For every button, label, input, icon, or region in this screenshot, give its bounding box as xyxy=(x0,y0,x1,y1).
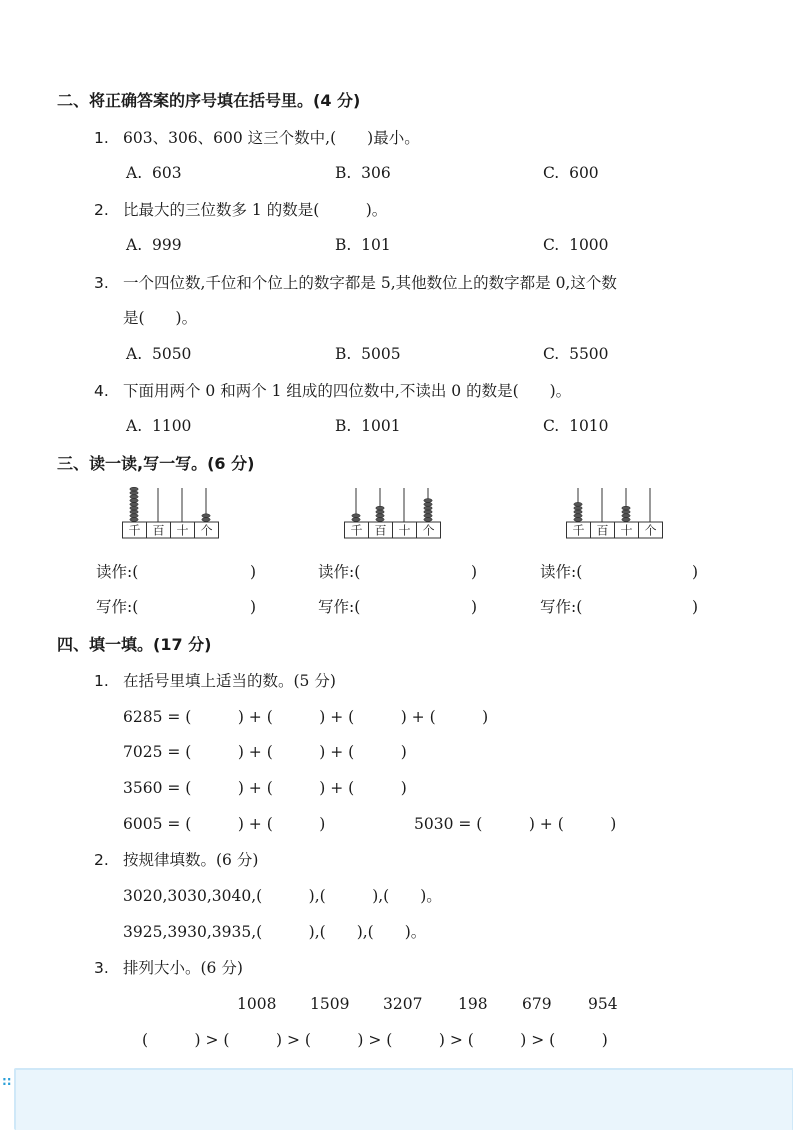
question-number: 1. xyxy=(94,129,109,147)
place-label: 百 xyxy=(152,523,165,538)
question-text-continued: 是( )。 xyxy=(123,309,198,327)
sequence-line: 3925,3930,3935,( ),( ),( )。 xyxy=(123,923,427,941)
abacus-bead xyxy=(622,514,630,518)
option-b: B. 101 xyxy=(335,236,391,254)
question-number: 2. xyxy=(94,201,109,219)
close-paren: ) xyxy=(692,563,699,581)
abacus-bead xyxy=(574,518,582,522)
abacus-bead xyxy=(574,510,582,514)
abacus-drawing xyxy=(122,482,222,540)
abacus-drawing xyxy=(566,482,666,540)
place-label: 千 xyxy=(128,523,141,538)
question-number: 2. xyxy=(94,851,109,869)
option-c: C. 5500 xyxy=(543,345,609,363)
option-b: B. 306 xyxy=(335,164,391,182)
question-number: 3. xyxy=(94,274,109,292)
place-label: 千 xyxy=(572,523,585,538)
question-text: 603、306、600 这三个数中,( )最小。 xyxy=(123,129,420,147)
close-paren: ) xyxy=(692,598,699,616)
footer-dots: :: xyxy=(2,1074,12,1088)
abacus-bead xyxy=(424,510,432,514)
abacus-bead xyxy=(130,502,138,506)
abacus-bead xyxy=(424,499,432,503)
abacus-bead xyxy=(130,487,138,491)
section2-heading: 二、将正确答案的序号填在括号里。(4 分) xyxy=(57,91,361,110)
question-title: 排列大小。(6 分) xyxy=(123,959,243,977)
abacus-bead xyxy=(352,518,360,522)
order-line: ( ) > ( ) > ( ) > ( ) > ( ) > ( ) xyxy=(142,1031,608,1049)
equation-line: 5030 = ( ) + ( ) xyxy=(414,815,617,833)
abacus-bead xyxy=(130,491,138,495)
option-b: B. 1001 xyxy=(335,417,401,435)
abacus-bead xyxy=(130,518,138,522)
place-label: 十 xyxy=(620,523,633,538)
read-label: 读作:( xyxy=(540,563,583,581)
abacus-bead xyxy=(574,506,582,510)
abacus-bead xyxy=(130,506,138,510)
read-label: 读作:( xyxy=(96,563,139,581)
abacus-bead xyxy=(202,518,210,522)
abacus xyxy=(344,482,444,540)
abacus-bead xyxy=(574,514,582,518)
write-label: 写作:( xyxy=(96,598,139,616)
abacus-bead xyxy=(622,506,630,510)
abacus-bead xyxy=(424,518,432,522)
option-a: A. 999 xyxy=(126,236,182,254)
question-title: 按规律填数。(6 分) xyxy=(123,851,259,869)
abacus-drawing xyxy=(344,482,444,540)
abacus-bead xyxy=(424,502,432,506)
place-label: 百 xyxy=(596,523,609,538)
question-number: 3. xyxy=(94,959,109,977)
abacus-bead xyxy=(202,514,210,518)
close-paren: ) xyxy=(250,563,257,581)
section4-heading: 四、填一填。(17 分) xyxy=(57,635,212,654)
option-c: C. 1000 xyxy=(543,236,609,254)
abacus-bead xyxy=(130,495,138,499)
equation-line: 3560 = ( ) + ( ) + ( ) xyxy=(123,779,407,797)
number-item: 1008 xyxy=(237,995,277,1013)
abacus-bead xyxy=(352,514,360,518)
sequence-line: 3020,3030,3040,( ),( ),( )。 xyxy=(123,887,442,905)
option-b: B. 5005 xyxy=(335,345,401,363)
abacus-bead xyxy=(130,510,138,514)
question-title: 在括号里填上适当的数。(5 分) xyxy=(123,672,336,690)
read-label: 读作:( xyxy=(318,563,361,581)
equation-line: 6005 = ( ) + ( ) xyxy=(123,815,326,833)
place-label: 个 xyxy=(644,523,657,538)
number-item: 198 xyxy=(458,995,488,1013)
place-label: 千 xyxy=(350,523,363,538)
write-label: 写作:( xyxy=(318,598,361,616)
place-label: 十 xyxy=(398,523,411,538)
abacus-bead xyxy=(574,502,582,506)
number-item: 954 xyxy=(588,995,618,1013)
section3-heading: 三、读一读,写一写。(6 分) xyxy=(57,454,255,473)
close-paren: ) xyxy=(471,563,478,581)
abacus-bead xyxy=(376,514,384,518)
place-label: 个 xyxy=(200,523,213,538)
equation-line: 7025 = ( ) + ( ) + ( ) xyxy=(123,743,407,761)
place-label: 个 xyxy=(422,523,435,538)
place-label: 百 xyxy=(374,523,387,538)
question-number: 1. xyxy=(94,672,109,690)
question-number: 4. xyxy=(94,382,109,400)
close-paren: ) xyxy=(471,598,478,616)
question-text: 一个四位数,千位和个位上的数字都是 5,其他数位上的数字都是 0,这个数 xyxy=(123,274,617,292)
equation-line: 6285 = ( ) + ( ) + ( ) + ( ) xyxy=(123,708,489,726)
number-item: 3207 xyxy=(383,995,423,1013)
footer-panel xyxy=(14,1068,793,1130)
option-a: A. 603 xyxy=(126,164,182,182)
number-item: 1509 xyxy=(310,995,350,1013)
number-item: 679 xyxy=(522,995,552,1013)
abacus xyxy=(566,482,666,540)
abacus-bead xyxy=(376,510,384,514)
abacus-bead xyxy=(130,499,138,503)
abacus-bead xyxy=(622,518,630,522)
abacus xyxy=(122,482,222,540)
abacus-bead xyxy=(622,510,630,514)
abacus-bead xyxy=(424,506,432,510)
option-a: A. 1100 xyxy=(126,417,192,435)
abacus-bead xyxy=(424,514,432,518)
option-c: C. 600 xyxy=(543,164,599,182)
option-c: C. 1010 xyxy=(543,417,609,435)
abacus-bead xyxy=(376,518,384,522)
abacus-bead xyxy=(376,506,384,510)
question-text: 下面用两个 0 和两个 1 组成的四位数中,不读出 0 的数是( )。 xyxy=(123,382,572,400)
close-paren: ) xyxy=(250,598,257,616)
question-text: 比最大的三位数多 1 的数是( )。 xyxy=(123,201,388,219)
write-label: 写作:( xyxy=(540,598,583,616)
abacus-bead xyxy=(130,514,138,518)
option-a: A. 5050 xyxy=(126,345,192,363)
place-label: 十 xyxy=(176,523,189,538)
